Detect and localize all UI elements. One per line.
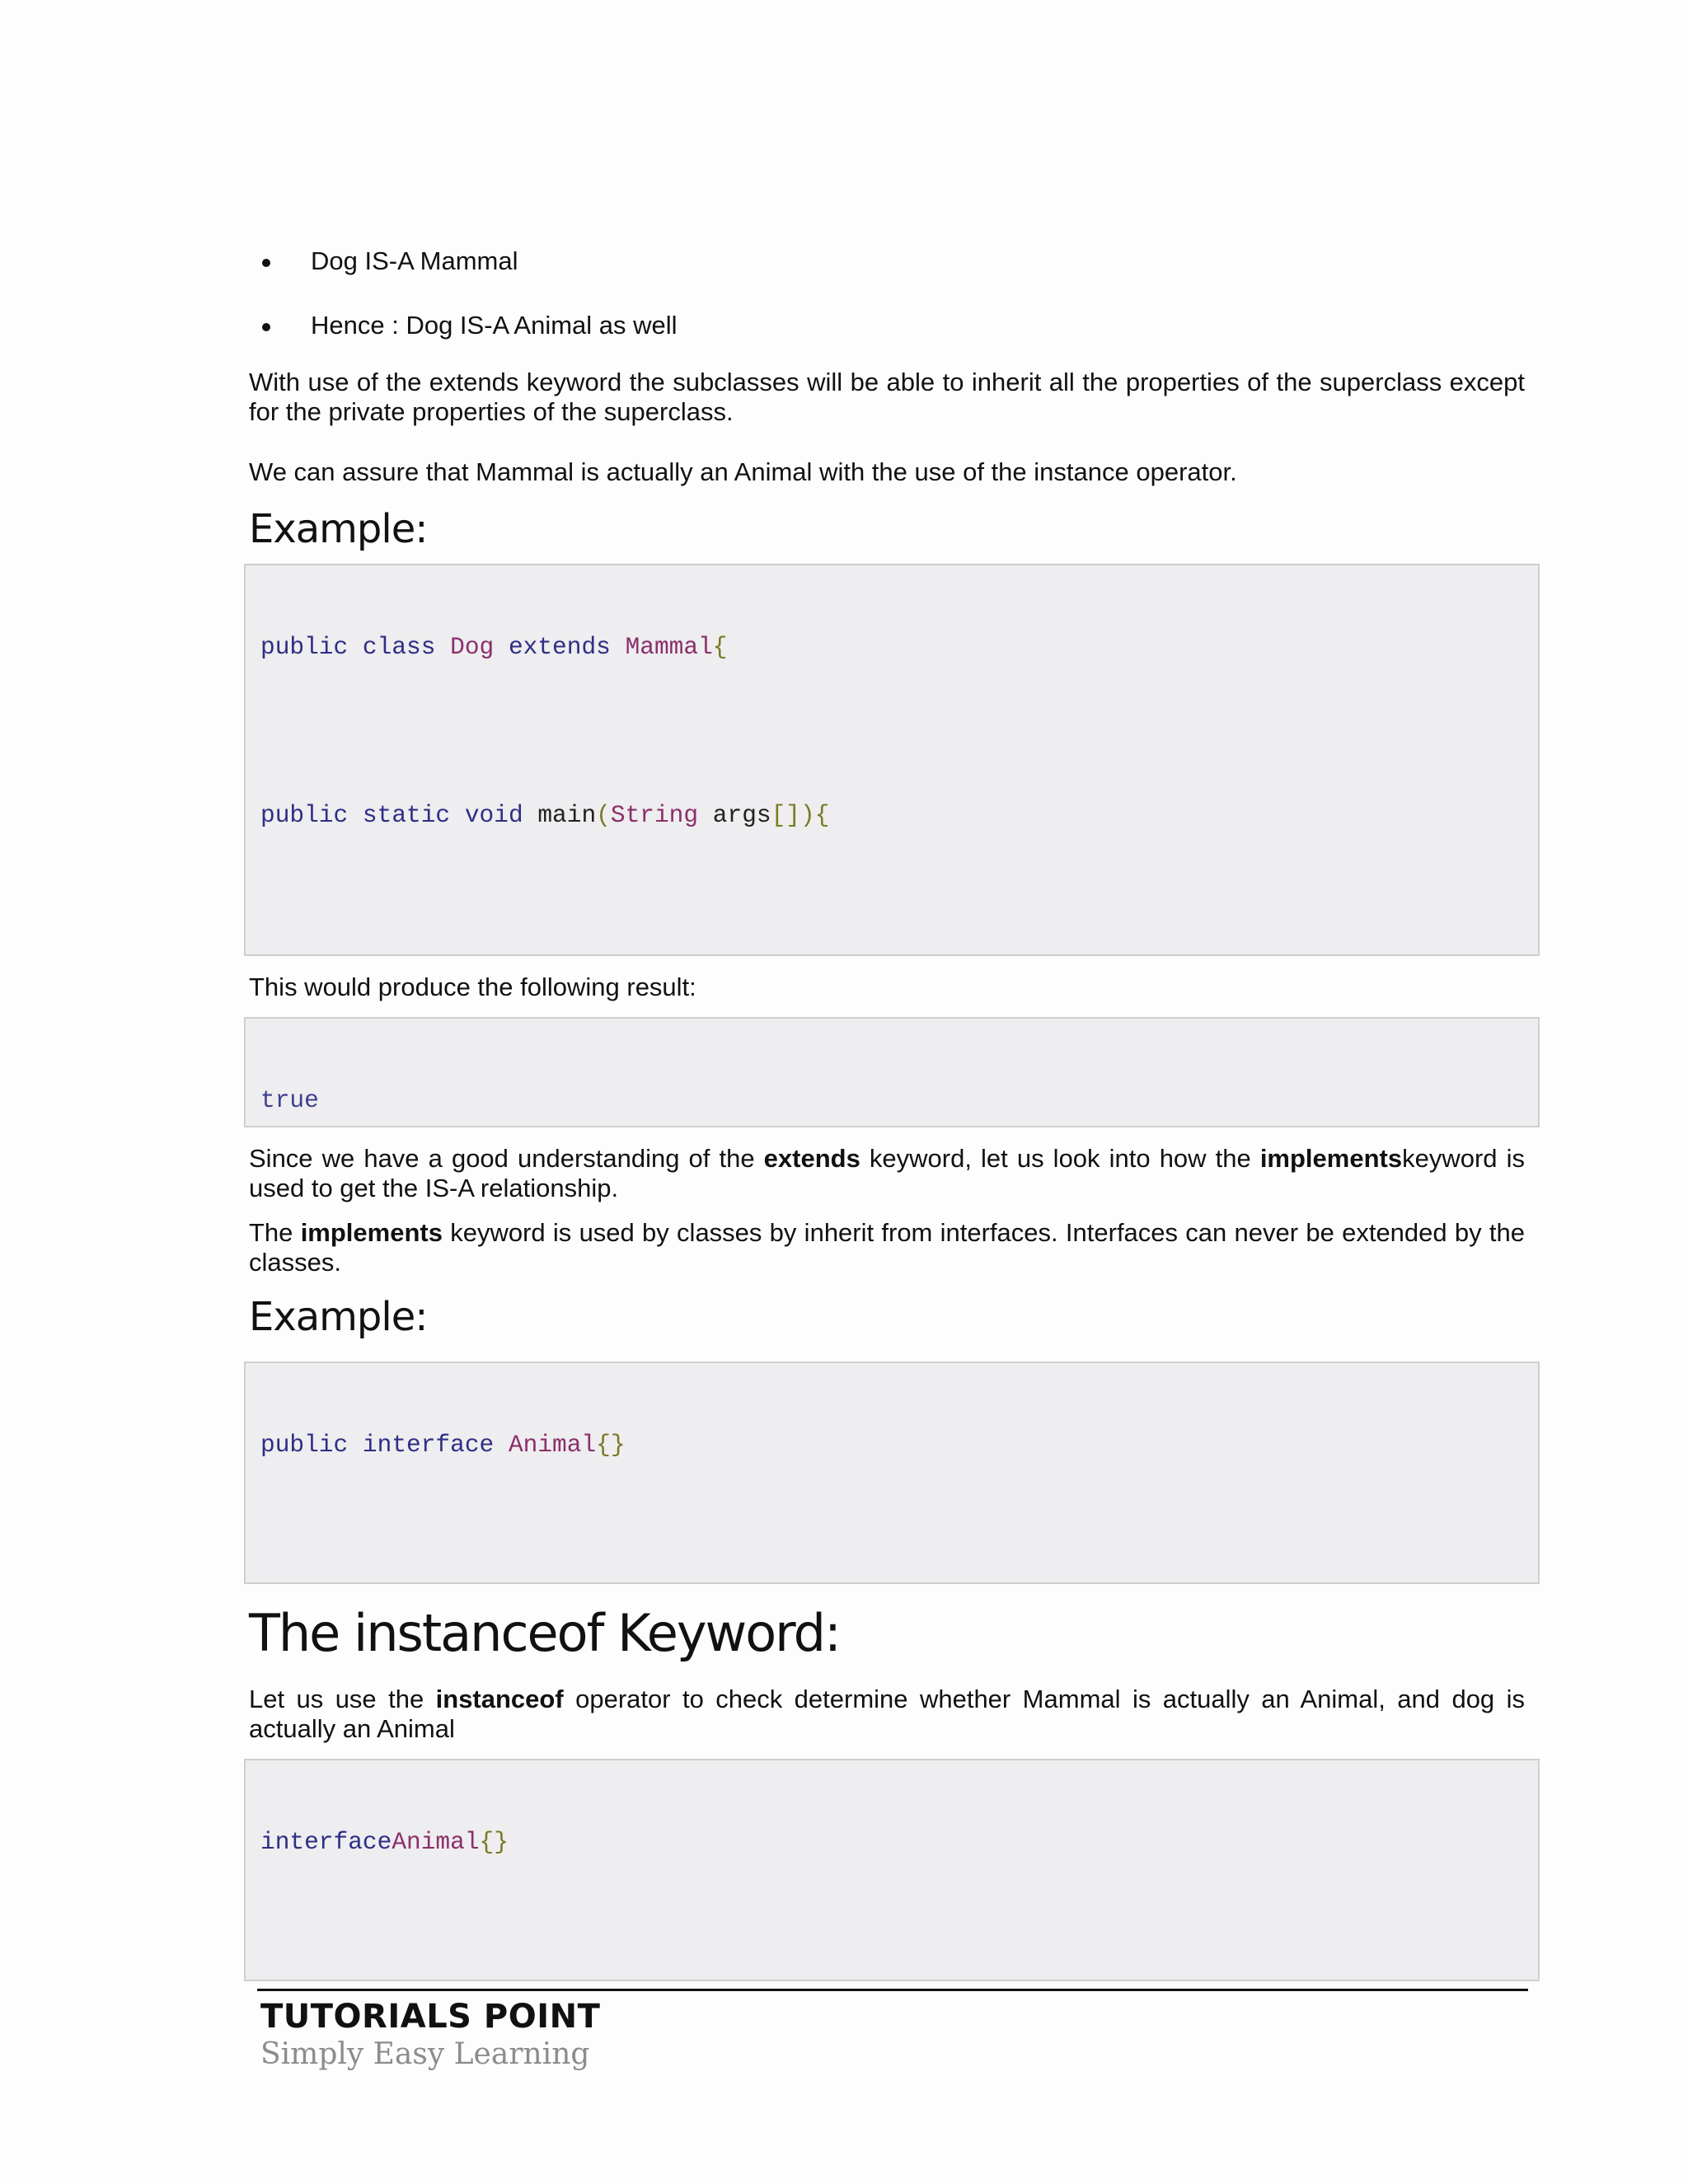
footer-brand: TUTORIALS POINT (260, 1998, 601, 2036)
section-heading: Example: (249, 1294, 428, 1340)
paragraph-instance-operator: We can assure that Mammal is actually an Animal with the use of the instance operator. (249, 457, 1237, 486)
section-heading: Example: (249, 506, 428, 552)
paragraph-implements-intro: Since we have a good understanding of the extends keyword, let us look into how the implementskeyword is used to get the IS-A relationship. (249, 1144, 1525, 1202)
bullet-icon (262, 323, 270, 331)
bullet-icon (262, 259, 270, 267)
footer-tagline: Simply Easy Learning (260, 2037, 590, 2071)
paragraph-implements-desc: The implements keyword is used by classes by inherit from interfaces. Interfaces can never be extended by the classes. (249, 1218, 1526, 1277)
bullet-list (249, 241, 1535, 369)
code-block (244, 1361, 1540, 1584)
list-item: Dog IS-A Mammal (249, 241, 1535, 282)
code-line: public static void main(String args[]){ (260, 801, 830, 829)
code-block (244, 1759, 1540, 1981)
paragraph-extends-intro: With use of the extends keyword the subclasses will be able to inherit all the properties of the superclass except for the private properties of the superclass. (249, 368, 1525, 426)
page-title: The instanceof Keyword: (249, 1603, 840, 1663)
code-line: public interface Animal{} (260, 1431, 626, 1459)
output-line: true (260, 1086, 319, 1114)
code-line: interfaceAnimal{} (260, 1828, 509, 1856)
list-item: Hence : Dog IS-A Animal as well (249, 305, 1535, 346)
footer-divider (257, 1989, 1528, 1991)
output-block (244, 1017, 1540, 1127)
code-block (244, 564, 1540, 956)
code-line: public class Dog extends Mammal{ (260, 633, 728, 661)
paragraph-instanceof-intro: Let us use the instanceof operator to check determine whether Mammal is actually an Animal, and dog is actually an Animal (249, 1685, 1525, 1743)
paragraph-result-intro: This would produce the following result: (249, 972, 696, 1001)
